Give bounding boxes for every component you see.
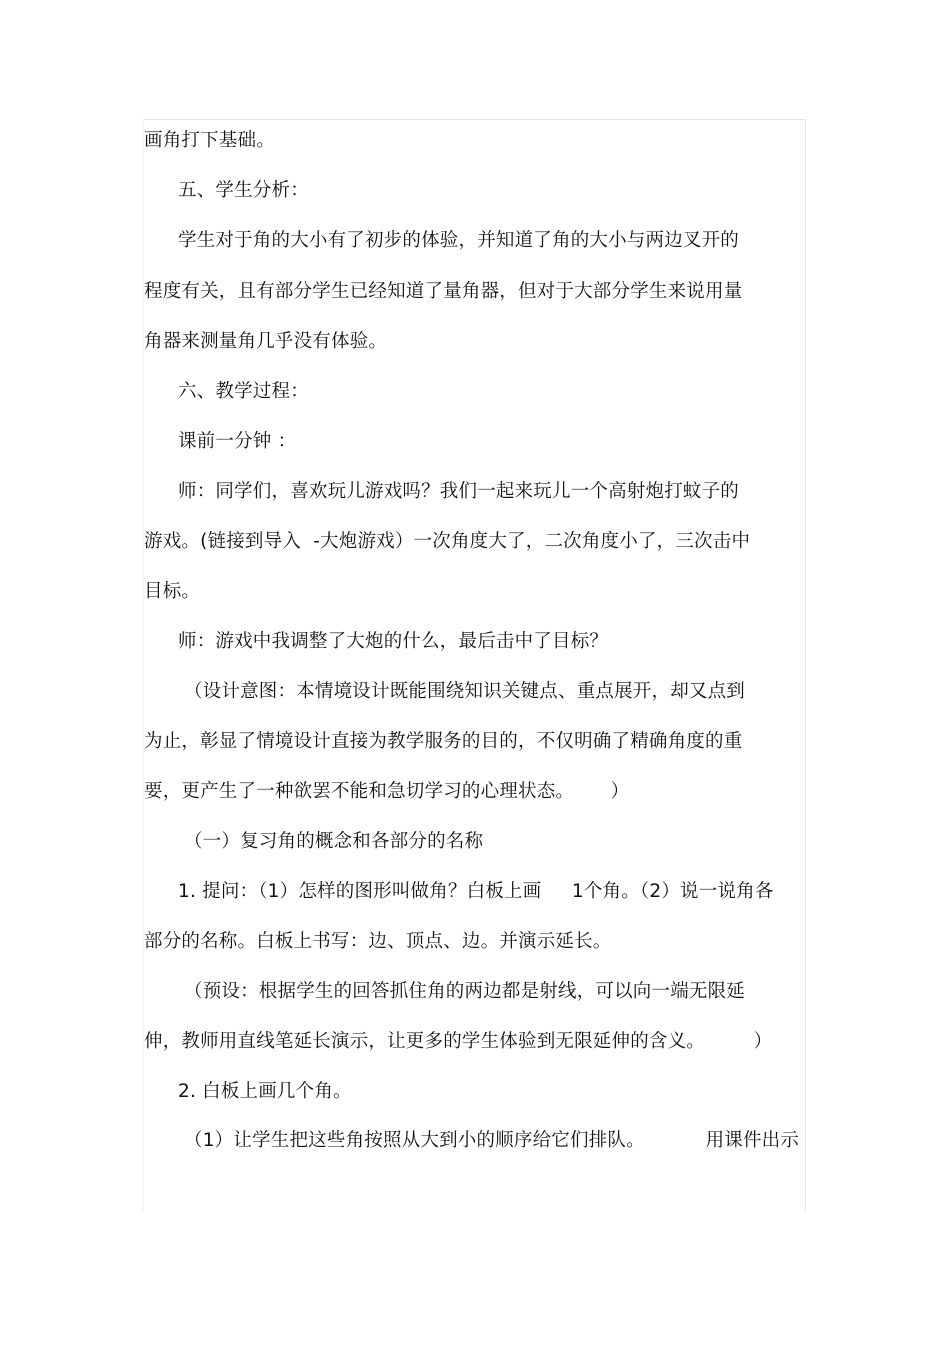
text-line-14: 要，更产生了一种欲罢不能和急切学习的心理状态。 ） <box>144 781 630 802</box>
section-heading-teaching-process: 六、教学过程： <box>178 381 309 402</box>
text-line-3: 学生对于角的大小有了初步的体验，并知道了角的大小与两边叉开的 <box>178 230 740 251</box>
subsection-heading-review: （一）复习角的概念和各部分的名称 <box>184 831 484 852</box>
text-line-9: 游戏。(链接到导入 -大炮游戏）一次角度大了，二次角度小了，三次击中 <box>144 531 751 552</box>
text-line-11: 师：游戏中我调整了大炮的什么，最后击中了目标？ <box>178 631 609 652</box>
text-line-18: （预设：根据学生的回答抓住角的两边都是射线，可以向一端无限延 <box>184 981 746 1002</box>
text-line-20: 2. 白板上画几个角。 <box>178 1081 352 1102</box>
text-line-1: 画角打下基础。 <box>144 130 275 151</box>
text-line-17: 部分的名称。白板上书写：边、顶点、边。并演示延长。 <box>144 931 612 952</box>
text-line-16: 1. 提问：（1）怎样的图形叫做角？白板上画 1个角。（2）说一说角各 <box>178 881 774 902</box>
text-line-5: 角器来测量角几乎没有体验。 <box>144 331 388 352</box>
section-heading-student-analysis: 五、学生分析： <box>178 180 309 201</box>
text-line-7: 课前一分钟 ： <box>178 431 297 452</box>
text-line-4: 程度有关，且有部分学生已经知道了量角器，但对于大部分学生来说用量 <box>144 281 743 302</box>
text-line-19: 伸，教师用直线笔延长演示，让更多的学生体验到无限延伸的含义。 ） <box>144 1031 773 1052</box>
text-line-8: 师：同学们，喜欢玩儿游戏吗？我们一起来玩儿一个高射炮打蚊子的 <box>178 481 740 502</box>
text-line-10: 目标。 <box>144 581 201 602</box>
text-line-13: 为止，彰显了情境设计直接为教学服务的目的，不仅明确了精确角度的重 <box>144 731 743 752</box>
text-line-21: （1）让学生把这些角按照从大到小的顺序给它们排队。 用课件出示 <box>184 1130 800 1151</box>
text-line-12: （设计意图：本情境设计既能围绕知识关键点、重点展开，却又点到 <box>184 681 746 702</box>
